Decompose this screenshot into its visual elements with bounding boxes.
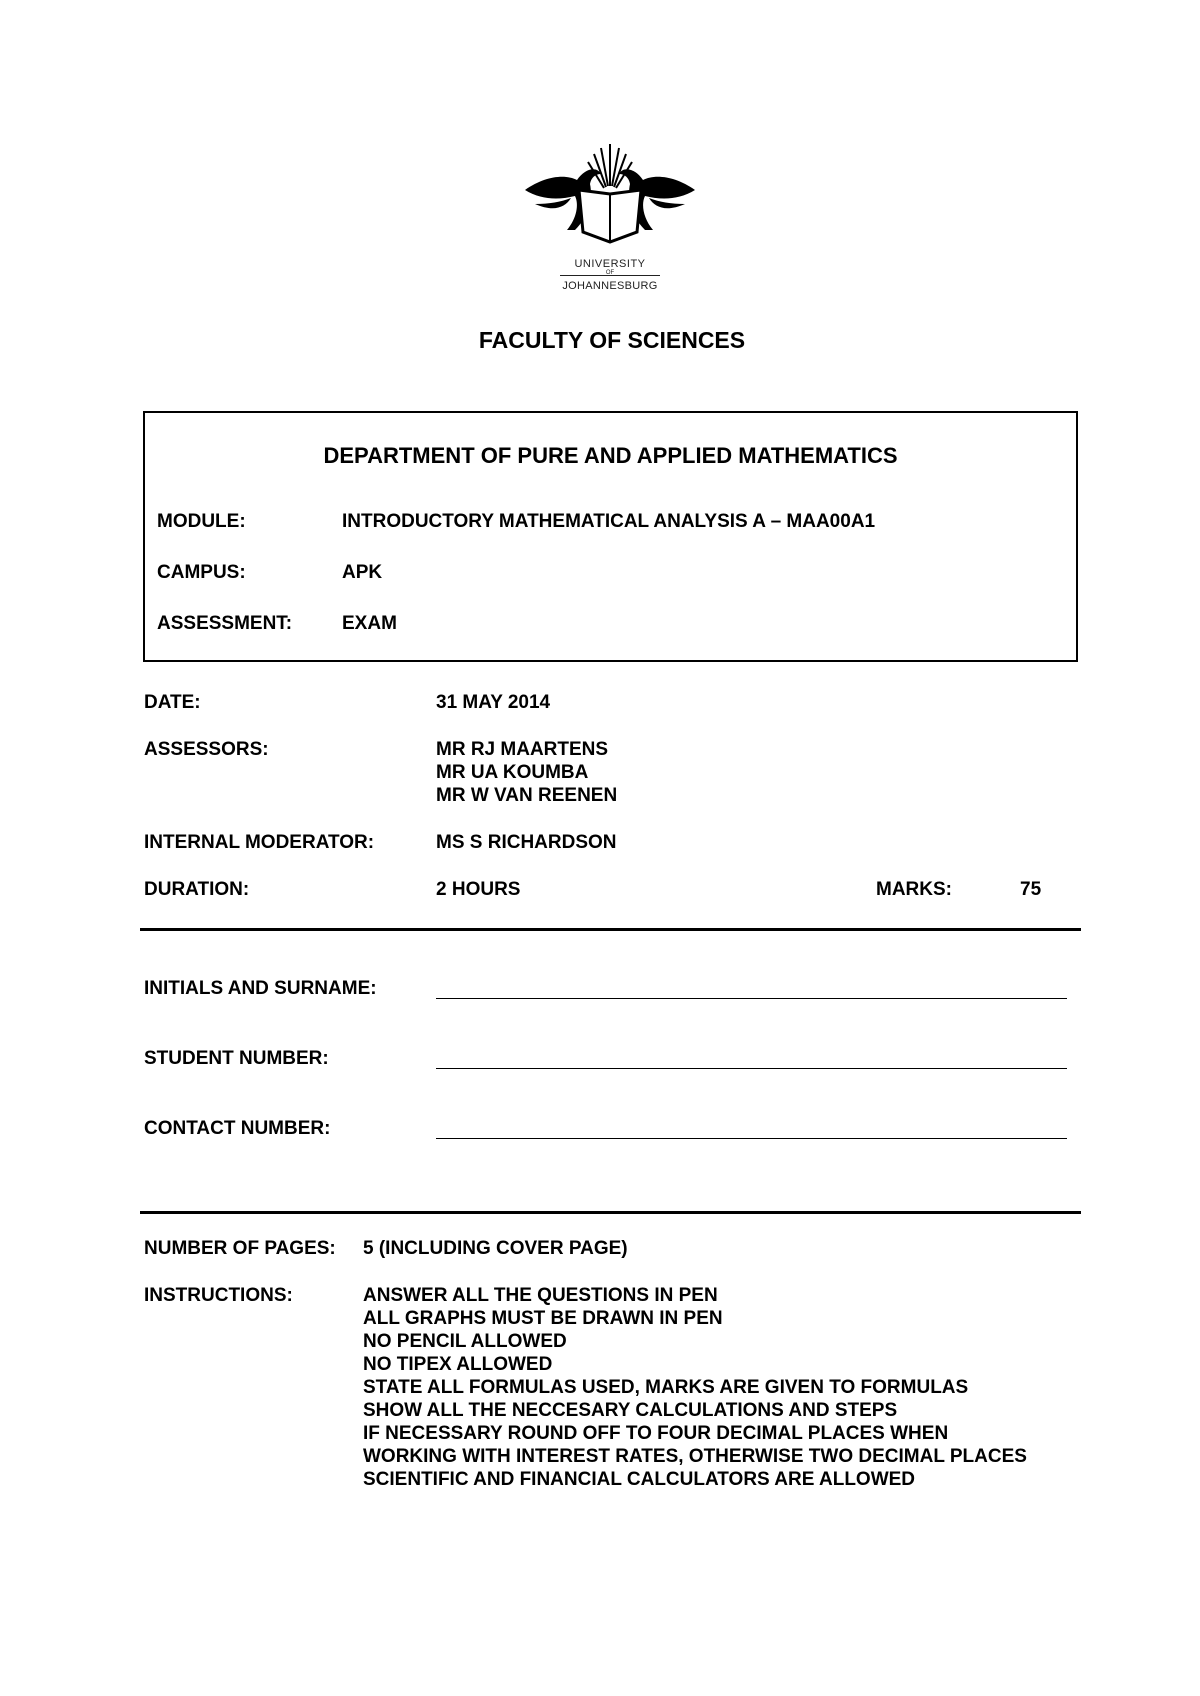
- instruction-item: NO PENCIL ALLOWED: [363, 1331, 567, 1352]
- assessment-label: ASSESSMENT:: [157, 613, 293, 634]
- instruction-item: ANSWER ALL THE QUESTIONS IN PEN: [363, 1285, 718, 1306]
- logo-text-johannesburg: JOHANNESBURG: [562, 280, 658, 292]
- campus-value: APK: [342, 562, 383, 583]
- student-number-field[interactable]: [436, 1068, 1067, 1069]
- assessor-2: MR UA KOUMBA: [436, 762, 589, 783]
- pages-label: NUMBER OF PAGES:: [144, 1238, 336, 1259]
- contact-number-label: CONTACT NUMBER:: [144, 1118, 331, 1139]
- marks-label: MARKS:: [876, 879, 952, 900]
- section-divider: [140, 1211, 1081, 1214]
- logo-text-university: UNIVERSITY: [574, 258, 646, 270]
- department-box: [143, 411, 1078, 662]
- pages-value: 5 (INCLUDING COVER PAGE): [363, 1238, 628, 1259]
- department-title: DEPARTMENT OF PURE AND APPLIED MATHEMATICS: [323, 443, 898, 468]
- instruction-item: ALL GRAPHS MUST BE DRAWN IN PEN: [363, 1308, 723, 1329]
- assessor-1: MR RJ MAARTENS: [436, 739, 609, 760]
- logo-emblem-icon: [515, 138, 705, 248]
- instructions-label: INSTRUCTIONS:: [144, 1285, 293, 1306]
- initials-surname-label: INITIALS AND SURNAME:: [144, 978, 377, 999]
- student-number-label: STUDENT NUMBER:: [144, 1048, 329, 1069]
- faculty-title: FACULTY OF SCIENCES: [478, 327, 746, 353]
- module-label: MODULE:: [157, 511, 246, 532]
- university-logo: [515, 138, 705, 298]
- contact-number-field[interactable]: [436, 1138, 1067, 1139]
- duration-value: 2 HOURS: [436, 879, 521, 900]
- moderator-value: MS S RICHARDSON: [436, 832, 617, 853]
- instruction-item: SHOW ALL THE NECCESARY CALCULATIONS AND STEPS: [363, 1400, 898, 1421]
- instruction-item: NO TIPEX ALLOWED: [363, 1354, 553, 1375]
- logo-text-of: OF: [605, 270, 615, 276]
- moderator-label: INTERNAL MODERATOR:: [144, 832, 375, 853]
- initials-surname-field[interactable]: [436, 998, 1067, 999]
- instruction-item: WORKING WITH INTEREST RATES, OTHERWISE TWO DECIMAL PLACES: [363, 1446, 1027, 1467]
- duration-label: DURATION:: [144, 879, 250, 900]
- instruction-item: STATE ALL FORMULAS USED, MARKS ARE GIVEN TO FORMULAS: [363, 1377, 969, 1398]
- section-divider: [140, 928, 1081, 931]
- assessor-3: MR W VAN REENEN: [436, 785, 618, 806]
- module-value: INTRODUCTORY MATHEMATICAL ANALYSIS A – MAA00A1: [342, 511, 876, 532]
- instruction-item: SCIENTIFIC AND FINANCIAL CALCULATORS ARE ALLOWED: [363, 1469, 916, 1490]
- instruction-item: IF NECESSARY ROUND OFF TO FOUR DECIMAL PLACES WHEN: [363, 1423, 949, 1444]
- date-value: 31 MAY 2014: [436, 692, 551, 713]
- assessment-value: EXAM: [342, 613, 397, 634]
- date-label: DATE:: [144, 692, 201, 713]
- assessors-label: ASSESSORS:: [144, 739, 269, 760]
- marks-value: 75: [1020, 879, 1042, 900]
- campus-label: CAMPUS:: [157, 562, 246, 583]
